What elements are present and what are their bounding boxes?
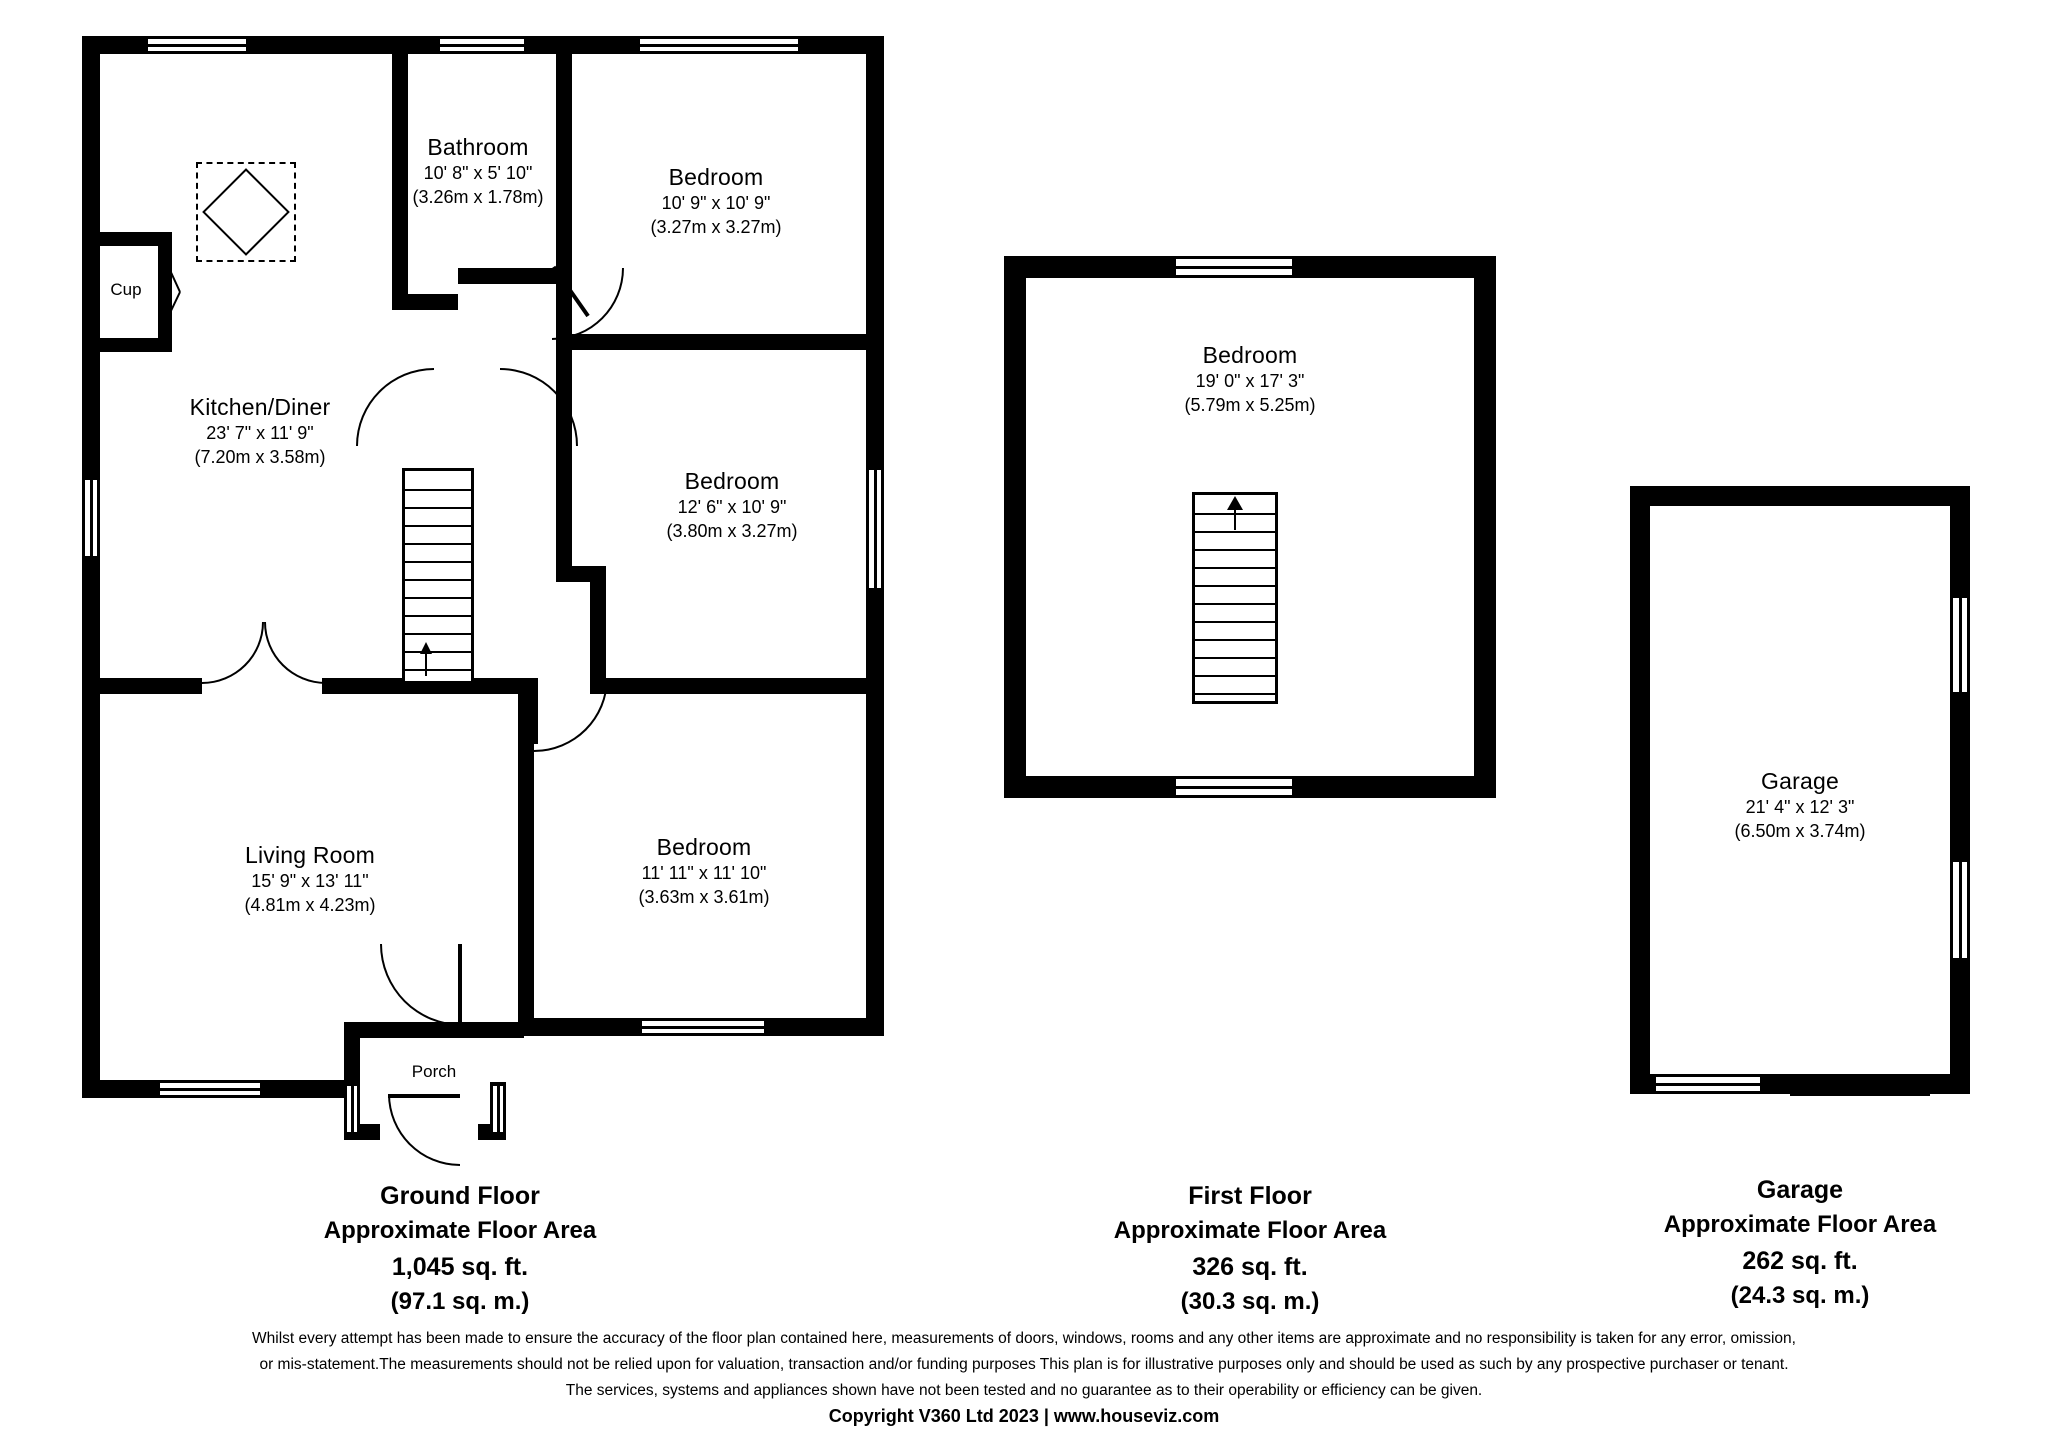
window-first-top [1176,256,1292,278]
room-label-first-bedroom [1120,340,1380,418]
window-garage-upper-right [1950,598,1970,692]
disclaimer-line-2: or mis-statement.The measurements should not be relied upon for valuation, transaction and/or funding purposes This plan is for illustrative purposes only and should be used as such by any prospective purchaser or tenant. [259,1356,1789,1373]
wall-garage-left [1630,486,1650,1094]
floor-area-imperial: 326 sq. ft. [1192,1253,1308,1282]
room-dim-imperial: 10' 8" x 5' 10" [423,163,533,184]
room-dim-imperial: 23' 7" x 11' 9" [206,423,314,444]
kitchen-appliance-icon [196,162,296,262]
window-bedroom-top [640,36,798,54]
first-floor-title [950,1178,1550,1320]
label-cup: Cup [110,280,142,299]
room-name: Bedroom [684,468,780,494]
room-dim-metric: (3.26m x 1.78m) [412,187,544,208]
floor-area-caption: Approximate Floor Area [1113,1217,1387,1245]
room-dim-metric: (7.20m x 3.58m) [194,447,326,468]
room-dim-imperial: 11' 11" x 11' 10" [641,863,767,884]
room-label-bedroom-top [586,162,846,240]
room-dim-metric: (3.80m x 3.27m) [666,521,798,542]
wall-ground-left [82,36,100,1098]
disclaimer-line-3: The services, systems and appliances shown have not been tested and no guarantee as to their operability or efficiency can be given. [565,1382,1483,1399]
room-label-living-room [180,840,440,918]
door-bedroom-lower [534,678,608,752]
disclaimer-line-1: Whilst every attempt has been made to ensure the accuracy of the floor plan contained here, measurements of doors, windows, rooms and any other items are approximate and no responsibility is taken for any error, omission, [252,1330,1796,1347]
floor-name: Ground Floor [380,1182,540,1210]
wall-hall-right [518,678,534,1036]
wall-bedroom-divider-lower [590,678,884,694]
floor-name: First Floor [1188,1182,1312,1210]
room-dim-metric: (6.50m x 3.74m) [1734,821,1866,842]
window-kitchen-left [82,480,100,556]
wall-cup-bottom [100,338,172,352]
room-dim-imperial: 12' 6" x 10' 9" [677,497,787,518]
room-dim-imperial: 10' 9" x 10' 9" [661,193,771,214]
floor-area-imperial: 1,045 sq. ft. [391,1253,529,1282]
door-hall-right [500,368,578,446]
window-porch-right [490,1086,506,1132]
floor-area-metric: (24.3 sq. m.) [1730,1282,1870,1310]
door-porch-entry [388,1094,460,1166]
wall-first-left [1004,256,1026,798]
room-name: Garage [1761,768,1839,794]
door-living-porch [380,944,462,1026]
wall-bathroom-bottom-left [392,294,458,310]
wall-first-right [1474,256,1496,798]
window-bedroom-bottom [642,1018,764,1036]
room-name: Kitchen/Diner [189,394,331,420]
room-name: Bedroom [656,834,752,860]
door-living-right [264,622,326,684]
room-dim-metric: (5.79m x 5.25m) [1184,395,1316,416]
garage-door-opening [1790,1092,1930,1096]
room-label-kitchen-diner [110,392,410,470]
copyright-notice: Copyright V360 Ltd 2023 | www.houseviz.com [828,1406,1220,1426]
room-dim-metric: (3.27m x 3.27m) [650,217,782,238]
door-living-left [202,622,264,684]
floor-area-imperial: 262 sq. ft. [1742,1247,1858,1276]
floor-area-metric: (97.1 sq. m.) [390,1288,530,1316]
ground-floor-title [160,1178,760,1320]
wall-garage-top [1630,486,1970,506]
stairs-direction-arrow-ground [406,640,446,680]
room-dim-metric: (3.63m x 3.61m) [638,887,770,908]
window-garage-bottom-left [1656,1074,1760,1094]
room-name: Bathroom [427,134,529,160]
window-first-bottom [1176,776,1292,798]
garage-title [1500,1172,2048,1314]
room-dim-imperial: 21' 4" x 12' 3" [1745,797,1855,818]
window-bedroom-right [866,470,884,588]
floor-area-metric: (30.3 sq. m.) [1180,1288,1320,1316]
label-porch: Porch [411,1062,457,1081]
wall-living-top-left [82,678,202,694]
stairs-direction-arrow-first [1215,494,1255,534]
room-dim-imperial: 19' 0" x 17' 3" [1195,371,1305,392]
floor-area-caption: Approximate Floor Area [323,1217,597,1245]
room-label-bedroom-bottom [574,832,834,910]
room-name: Bedroom [1202,342,1298,368]
window-porch-left [344,1086,360,1132]
wall-garage-right [1950,486,1970,1094]
wall-mid-bedroom-step2 [590,566,606,686]
room-label-garage [1670,766,1930,844]
window-kitchen-top [148,36,246,54]
window-living-bottom [160,1080,260,1098]
room-label-bedroom-middle [602,466,862,544]
room-dim-imperial: 15' 9" x 13' 11" [251,871,369,892]
cup-diagonal-line [158,244,182,340]
window-garage-lower-right [1950,862,1970,958]
door-bathroom [552,268,624,340]
floor-area-caption: Approximate Floor Area [1663,1211,1937,1239]
room-name: Bedroom [668,164,764,190]
floor-name: Garage [1756,1176,1844,1204]
room-dim-metric: (4.81m x 4.23m) [244,895,376,916]
room-label-bathroom [348,132,608,210]
room-name: Living Room [244,842,376,868]
window-bathroom-top [440,36,524,54]
